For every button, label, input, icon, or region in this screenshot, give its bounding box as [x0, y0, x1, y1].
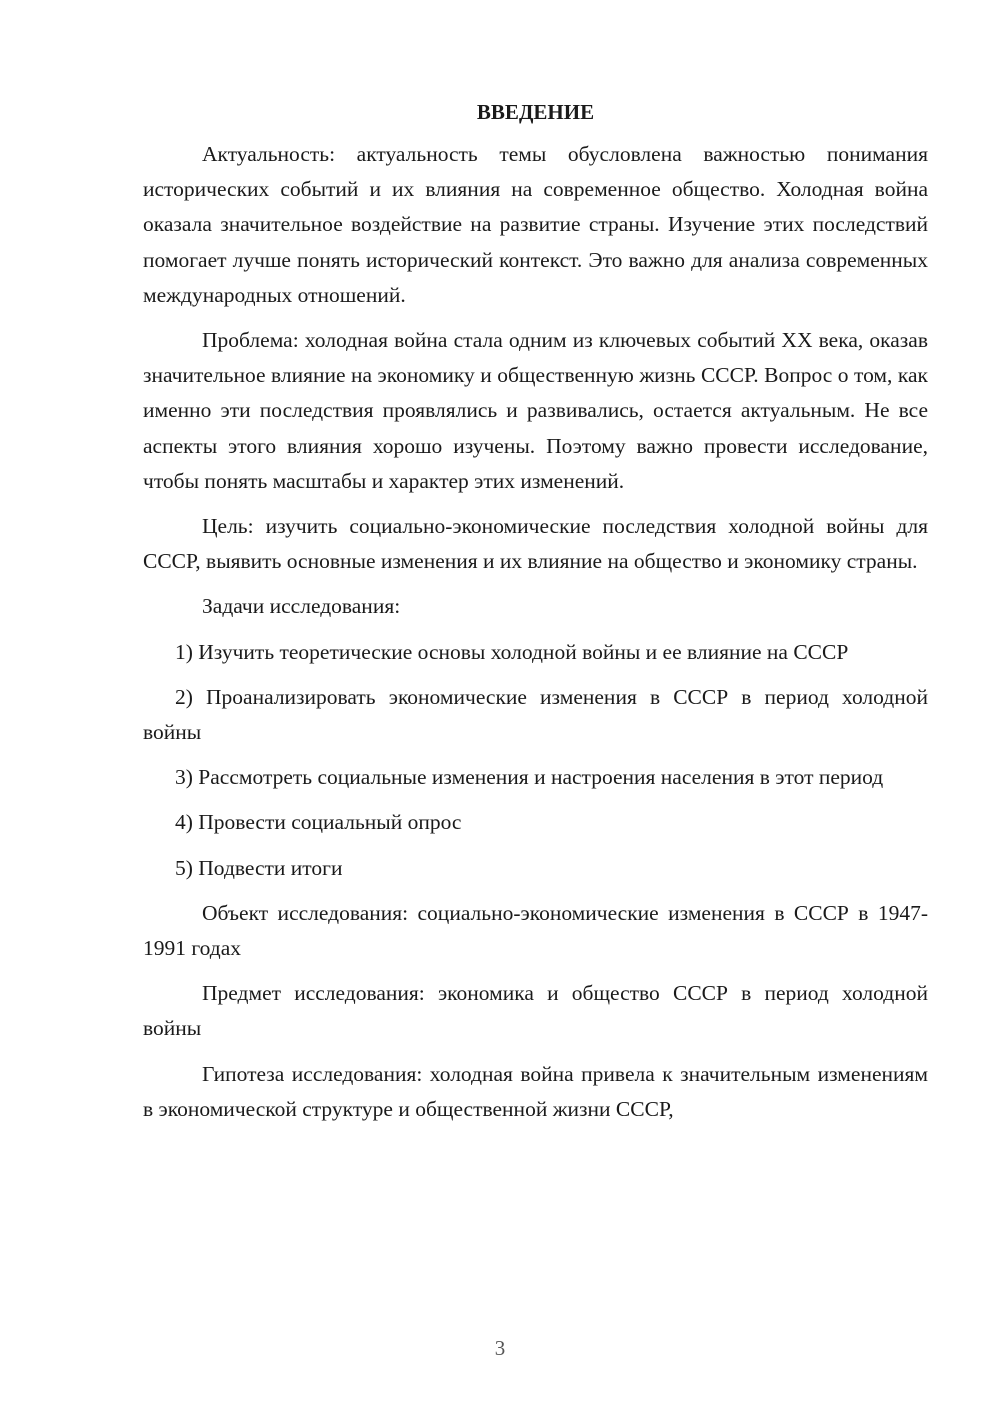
task-item: 4) Провести социальный опрос — [175, 810, 462, 835]
problem-paragraph: Проблема: холодная война стала одним из ключевых событий XX века, оказав значительное влияние на экономику и общественную жизнь СССР. Вопрос о том, как именно эти последствия проявлялись и развивались, остается актуальным. Не все аспекты этого влияния хорошо изучены. Поэтому важно провести исследование, чтобы понять масштабы и характер этих изменений. — [143, 328, 928, 493]
page-content — [143, 95, 928, 1137]
goal-paragraph: Цель: изучить социально-экономические последствия холодной войны для СССР, выявить основные изменения и их влияние на общество и экономику страны. — [143, 514, 928, 574]
page-title: ВВЕДЕНИЕ — [476, 100, 595, 124]
task-item: 3) Рассмотреть социальные изменения и настроения населения в этот период — [175, 765, 884, 790]
relevance-paragraph: Актуальность: актуальность темы обусловлена важностью понимания исторических событий и их влияния на современное общество. Холодная война оказала значительное воздействие на развитие страны. Изучение этих последствий помогает лучше понять исторический контекст. Это важно для анализа современных международных отношений. — [143, 142, 928, 307]
tasks-heading: Задачи исследования: — [202, 594, 401, 619]
page-number: 3 — [494, 1336, 506, 1360]
task-item: 2) Проанализировать экономические изменения в СССР в период холодной войны — [143, 684, 928, 745]
object-paragraph: Объект исследования: социально-экономические изменения в СССР в 1947-1991 годах — [143, 900, 928, 961]
hypothesis-paragraph: Гипотеза исследования: холодная война привела к значительным изменениям в экономической структуре и общественной жизни СССР, — [143, 1061, 928, 1121]
task-item: 5) Подвести итоги — [175, 855, 343, 880]
subject-paragraph: Предмет исследования: экономика и общество СССР в период холодной войны — [143, 981, 928, 1041]
task-item: 1) Изучить теоретические основы холодной войны и ее влияние на СССР — [175, 639, 849, 664]
